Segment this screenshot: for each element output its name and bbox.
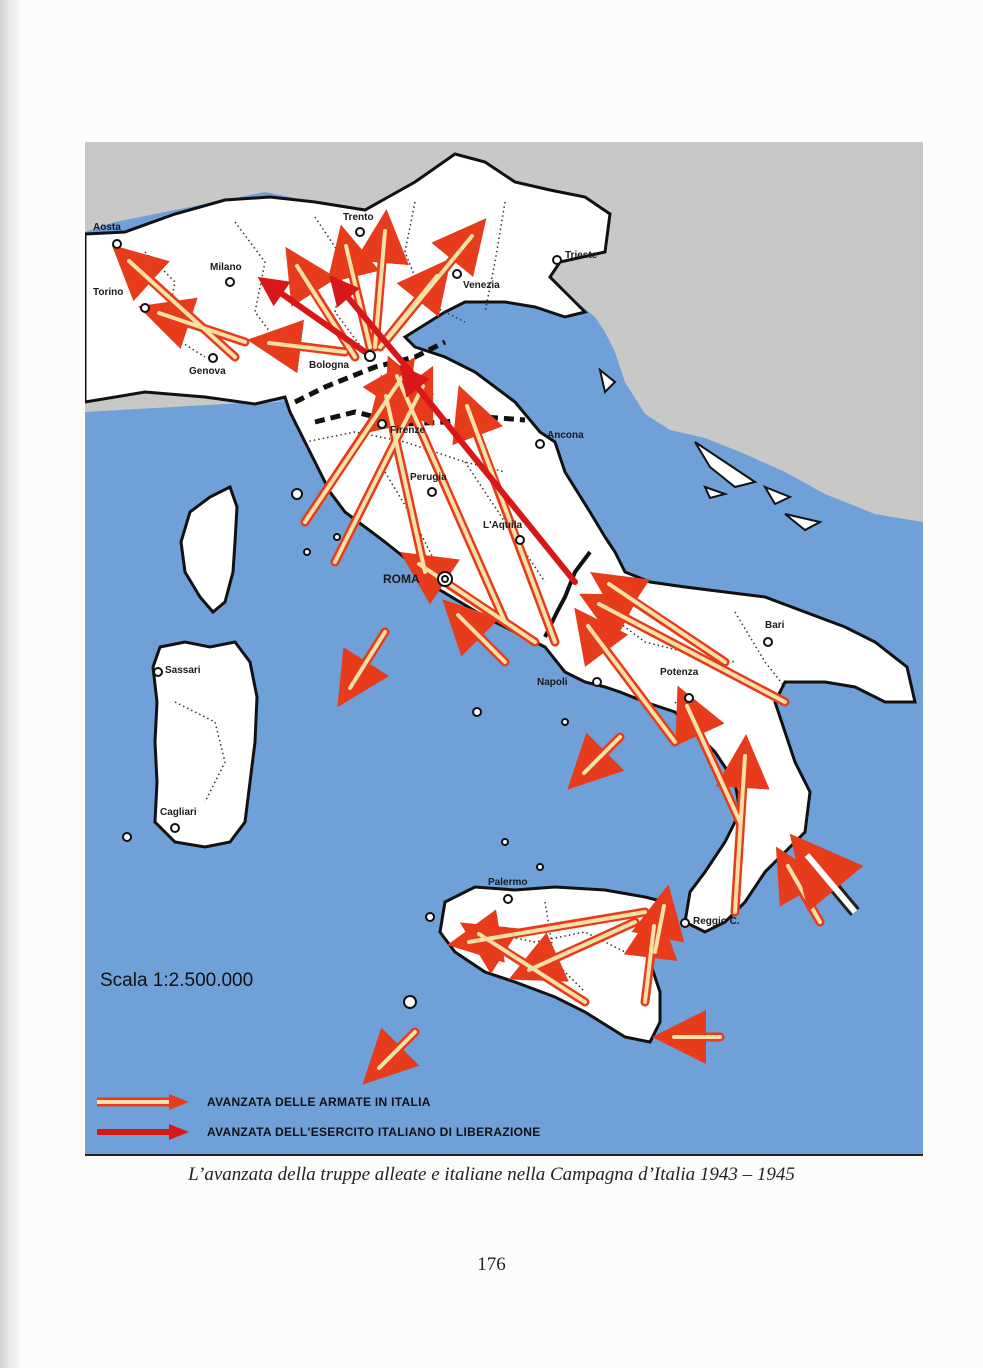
city-label-aquila: L'Aquila	[483, 520, 523, 531]
figure-caption: L’avanzata della truppe alleate e italiane nella Campagna d’Italia 1943 – 1945	[188, 1164, 795, 1185]
legend-allied-label: AVANZATA DELLE ARMATE IN ITALIA	[207, 1095, 431, 1109]
city-label-firenze: Firenze	[390, 425, 426, 436]
city-label-bari: Bari	[765, 620, 785, 631]
city-label-milano: Milano	[210, 262, 242, 273]
city-label-aosta: Aosta	[93, 222, 121, 233]
book-spine-edge	[0, 0, 20, 1368]
page-number: 176	[477, 1254, 506, 1275]
city-label-napoli: Napoli	[537, 677, 568, 688]
city-label-bologna: Bologna	[309, 360, 349, 371]
city-label-palermo: Palermo	[488, 877, 528, 888]
city-label-torino: Torino	[93, 287, 124, 298]
city-label-genova: Genova	[189, 366, 226, 377]
solid-arrow-icon	[95, 1122, 191, 1142]
city-label-trento: Trento	[343, 212, 374, 223]
legend-italian-label: AVANZATA DELL'ESERCITO ITALIANO DI LIBERAZIONE	[207, 1125, 541, 1139]
campaign-map	[85, 142, 923, 1154]
city-label-reggio: Reggio C.	[693, 916, 740, 927]
city-label-potenza: Potenza	[660, 667, 699, 678]
city-label-venezia: Venezia	[463, 280, 500, 291]
legend-allied	[95, 1092, 431, 1112]
map-bottom-rule	[85, 1154, 923, 1156]
map-scale: Scala 1:2.500.000	[100, 970, 254, 991]
city-label-cagliari: Cagliari	[160, 807, 197, 818]
city-label-roma: ROMA	[383, 572, 420, 586]
legend-italian	[95, 1122, 541, 1142]
open-arrow-icon	[95, 1092, 191, 1112]
city-label-trieste: Trieste	[565, 250, 598, 261]
city-label-sassari: Sassari	[165, 665, 201, 676]
city-label-perugia: Perugia	[410, 472, 447, 483]
city-label-ancona: Ancona	[547, 430, 584, 441]
map-graphic	[85, 142, 923, 1154]
